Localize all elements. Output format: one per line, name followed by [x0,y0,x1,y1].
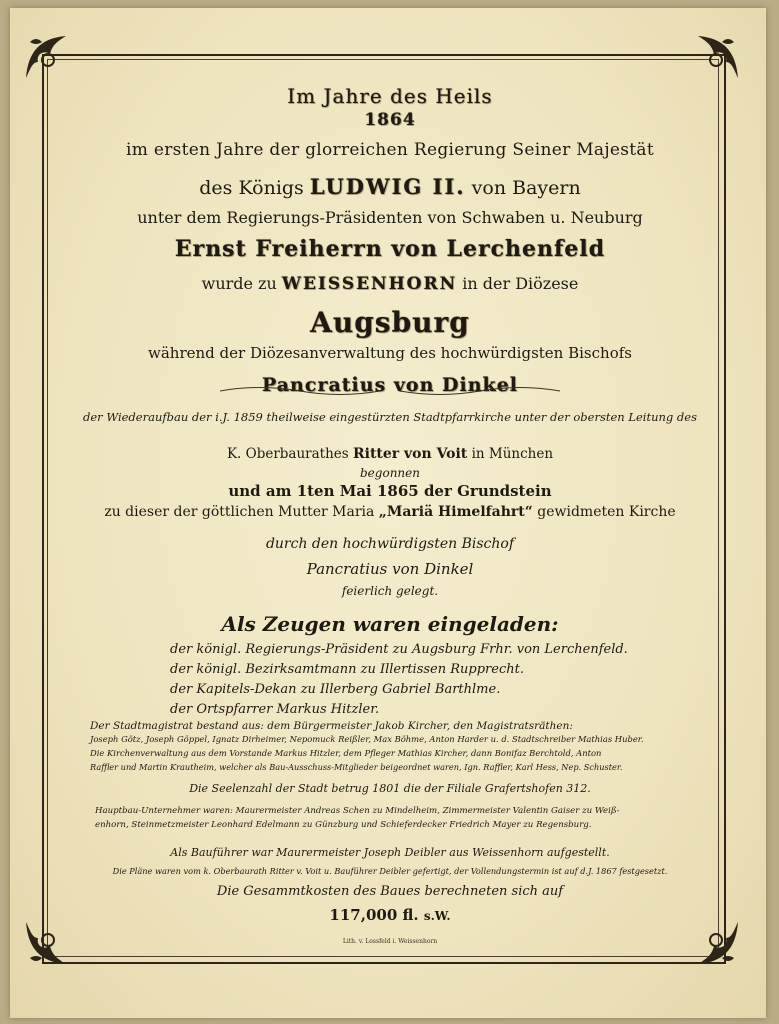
king-name: LUDWIG II. [309,174,466,199]
witness-line: der königl. Bezirksamtmann zu Illertissen Rupprecht. [170,662,524,677]
total-cost-amount [60,906,720,924]
architect-line [60,446,720,462]
president-line: unter dem Regierungs-Präsidenten von Schwaben u. Neuburg [137,208,643,227]
diocese-name: Augsburg [310,306,470,339]
king-line [60,174,720,199]
cornerstone-line: und am 1ten Mai 1865 der Grundstein [228,482,552,500]
king-line-pre: des Königs [199,177,304,199]
flourish-icon [220,384,560,398]
king-line-post: von Bayern [471,177,581,199]
cost-sum: 117,000 fl. [329,906,419,924]
town-line [60,274,720,294]
contractor-line: enhorn, Steinmetzmeister Leonhard Edelmann zu Günzburg und Schieferdecker Friedrich Mayer zu Regensburg. [95,820,592,830]
witness-line: der Kapitels-Dekan zu Illerberg Gabriel Barthlme. [170,682,501,697]
magistrat-line: Joseph Götz, Joseph Göppel, Ignatz Dirheimer, Nepomuck Reißler, Max Böhme, Anton Harder u. d. Stadtschreiber Mathias Huber. [90,734,644,744]
site-manager-line: Als Bauführer war Maurermeister Joseph Deibler aus Weissenhorn aufgestellt. [170,846,610,859]
witness-line: der Ortspfarrer Markus Hitzler. [170,702,380,717]
bishop-name: Pancratius von Dinkel [261,374,519,396]
president-name: Ernst Freiherrn von Lerchenfeld [174,236,606,262]
magistrat-line: Raffler und Martin Krautheim, welcher als Bau-Ausschuss-Mitglieder beigeordnet waren, Ign. Raffler, Karl Hess, Nep. Schuster. [90,762,623,772]
year-line: 1864 [364,110,416,130]
architect-name: Ritter von Voit [353,446,468,462]
dedication-line [60,504,720,520]
reign-line: im ersten Jahre der glorreichen Regierung Seiner Majestät [126,140,654,160]
corner-ornament-icon [22,32,78,82]
by-bishop-line: durch den hochwürdigsten Bischof [265,536,515,552]
architect-line-post: in München [471,446,554,462]
begun-line: begonnen [360,466,420,480]
dedication-line-post: gewidmeten Kirche [537,504,676,520]
dedication-line-pre: zu dieser der göttlichen Mutter Maria [104,504,375,520]
laid-line: feierlich gelegt. [341,584,439,598]
town-line-post: in der Diözese [462,274,579,293]
plans-line: Die Pläne waren vom k. Oberbaurath Ritter v. Voit u. Bauführer Deibler gefertigt, der Vollendungstermin ist auf d.J. 1867 festgesetzt. [112,866,668,876]
total-cost-line: Die Gesammtkosten des Baues berechneten sich auf [216,884,564,899]
contractor-line: Hauptbau-Unternehmer waren: Maurermeister Andreas Schen zu Mindelheim, Zimmermeister Valentin Gaiser zu Weiß- [95,806,620,816]
witnesses-heading: Als Zeugen waren eingeladen: [221,612,559,636]
currency: s.W. [423,909,451,923]
imprint: Lith. v. Lossfeld i. Weissenhorn [342,938,438,945]
witness-line: der königl. Regierungs-Präsident zu Augsburg Frhr. von Lerchenfeld. [170,642,628,657]
reconstruction-line: der Wiederaufbau der i.J. 1859 theilweise eingestürzten Stadtpfarrkirche unter der obersten Leitung des [83,410,697,424]
magistrat-line: Der Stadtmagistrat bestand aus: dem Bürgermeister Jakob Kircher, den Magistratsräthen: [90,720,573,732]
heading-line-1: Im Jahre des Heils [287,84,493,108]
magistrat-line: Die Kirchenverwaltung aus dem Vorstande Markus Hitzler, dem Pfleger Mathias Kircher, dann Bonifaz Berchtold, Anton [90,748,602,758]
population-line: Die Seelenzahl der Stadt betrug 1801 die der Filiale Grafertshofen 312. [189,782,591,795]
bishop-name-2: Pancratius von Dinkel [306,560,474,578]
town-line-pre: wurde zu [201,274,277,293]
architect-line-pre: K. Oberbaurathes [226,446,349,462]
administration-line: während der Diözesanverwaltung des hochwürdigsten Bischofs [148,344,632,362]
corner-ornament-icon [686,32,742,82]
church-name: „Mariä Himelfahrt“ [378,504,533,520]
town-name: WEISSENHORN [281,274,458,294]
